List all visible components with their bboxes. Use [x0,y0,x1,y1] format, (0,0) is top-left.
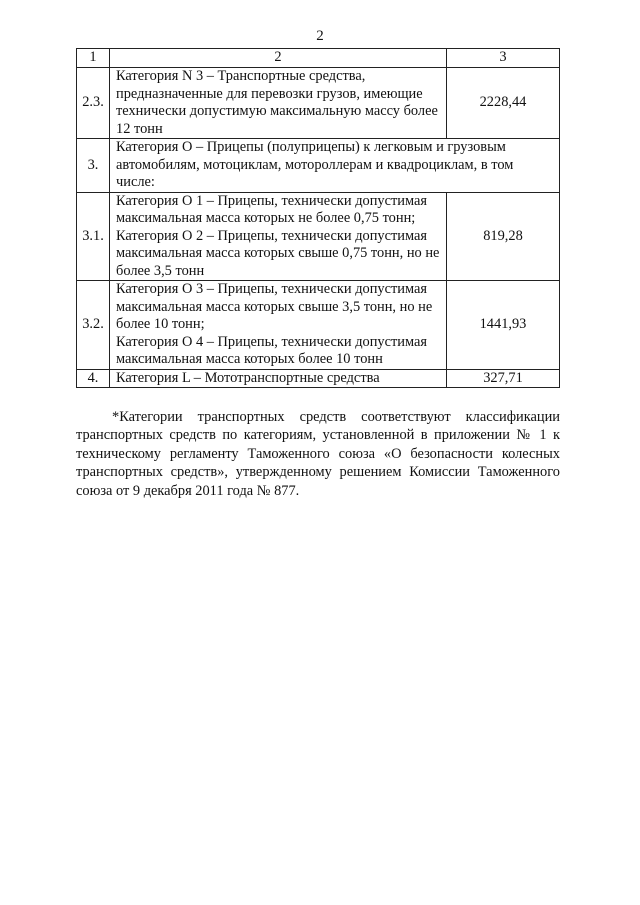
row-description-text: Категория О – Прицепы (полуприцепы) к легковым и грузовым автомобилям, мотоциклам, мотороллерам и квадроциклам, в том числе: [116,139,514,190]
table-header-row [77,49,560,68]
row-value: 1441,93 [447,281,560,370]
table-row [77,281,560,370]
row-description-text: Категория О 4 – Прицепы, технически допустимая максимальная масса которых более 10 тонн [116,333,428,367]
row-description [110,281,447,370]
row-description-text: Категория N 3 – Транспортные средства, предназначенные для перевозки грузов, имеющие технически допустимую максимальную массу более 12 тонн [116,68,438,137]
row-description-text: Категория О 3 – Прицепы, технически допустимая максимальная масса которых свыше 3,5 тонн, но не более 10 тонн; [116,281,433,332]
table-row [77,192,560,281]
row-number: 3.1. [77,192,110,281]
row-description [110,68,447,139]
row-value: 327,71 [447,369,560,388]
row-description [110,192,447,281]
table-row [77,369,560,388]
row-description-text: Категория О 2 – Прицепы, технически допустимая максимальная масса которых свыше 0,75 тонн, но не более 3,5 тонн [116,227,440,279]
column-header-3: 3 [447,49,560,68]
column-header-2: 2 [110,49,447,68]
row-number: 3. [77,139,110,193]
table-row [77,68,560,139]
page-number: 2 [316,28,324,44]
row-description [110,369,447,388]
row-description [110,139,560,193]
tariff-table [76,48,560,388]
table-row [77,139,560,193]
row-value: 819,28 [447,192,560,281]
row-number: 4. [77,369,110,388]
footnote: *Категории транспортных средств соответствуют классификации транспортных средств по категориям, установленной в приложении № 1 к техническому регламенту Таможенного союза «О безопасности колесных транспортных средств», утвержденному решением Комиссии Таможенного союза от 9 декабря 2011 года № 877. [76,409,560,499]
row-value: 2228,44 [447,68,560,139]
row-number: 3.2. [77,281,110,370]
row-description-text: Категория О 1 – Прицепы, технически допустимая максимальная масса которых не более 0,75 тонн; [116,192,428,226]
column-header-1: 1 [77,49,110,68]
row-description-text: Категория L – Мототранспортные средства [116,369,380,386]
row-number: 2.3. [77,68,110,139]
